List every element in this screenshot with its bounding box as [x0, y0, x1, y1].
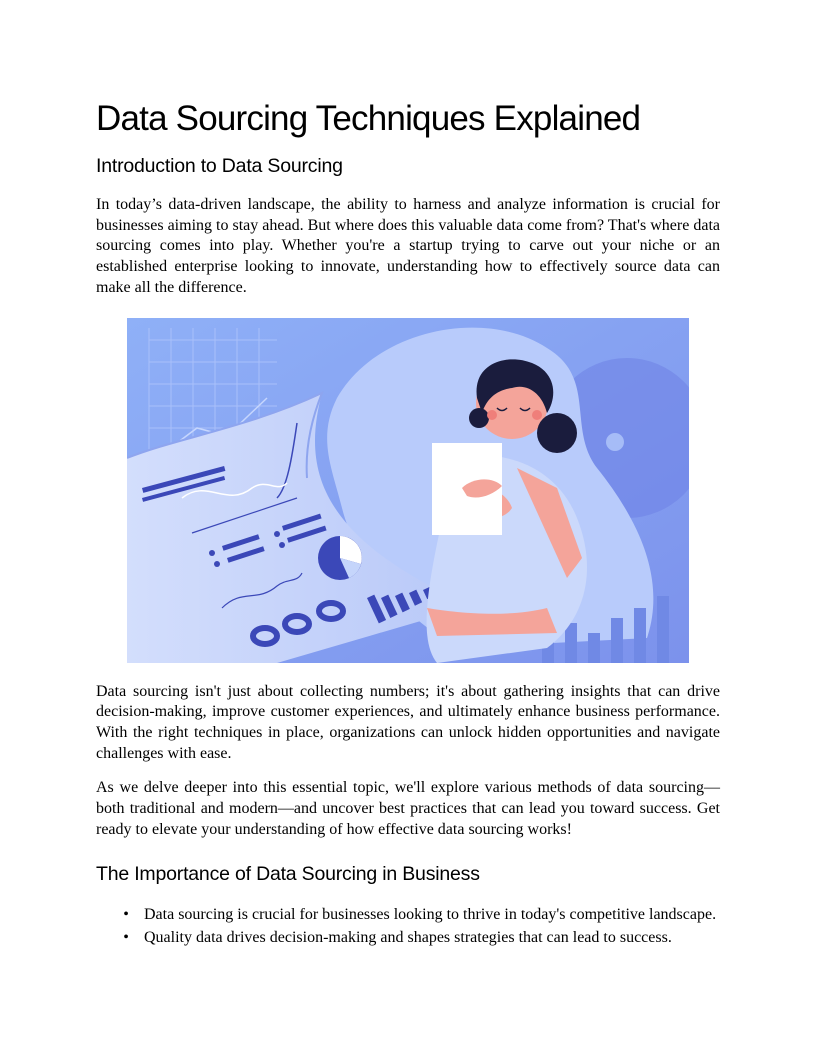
importance-list	[96, 903, 720, 949]
pie-chart	[318, 536, 362, 580]
document-page	[96, 96, 720, 949]
explore-paragraph: As we delve deeper into this essential topic, we'll explore various methods of data sourcing—both traditional and modern—and uncover best practices that can lead you toward success. Get ready to elevate your understanding of how effective data sourcing works!	[96, 779, 720, 838]
bullet-icon: •	[123, 929, 129, 947]
list-item-text: Quality data drives decision-making and shapes strategies that can lead to success.	[144, 929, 672, 947]
intro-paragraph: In today’s data-driven landscape, the ability to harness and analyze information is crucial for businesses aiming to stay ahead. But where does this valuable data come from? That's where data sourcing comes into play. Whether you're a startup trying to carve out your niche or an established enterprise looking to innovate, understanding how to effectively source data can make all the difference.	[96, 196, 720, 296]
importance-heading: The Importance of Data Sourcing in Business	[96, 863, 480, 886]
bullet-icon: •	[123, 906, 129, 924]
insights-paragraph: Data sourcing isn't just about collecting numbers; it's about gathering insights that can drive decision-making, improve customer experiences, and ultimately enhance business performance. With the right techniques in place, organizations can unlock hidden opportunities and navigate challenges with ease.	[96, 682, 720, 762]
list-item	[96, 903, 720, 926]
data-analysis-illustration	[127, 318, 689, 663]
list-item-text: Data sourcing is crucial for businesses looking to thrive in today's competitive landscape.	[144, 906, 717, 924]
document-title: Data Sourcing Techniques Explained	[96, 99, 641, 138]
intro-heading: Introduction to Data Sourcing	[96, 155, 343, 177]
list-item	[96, 926, 720, 949]
